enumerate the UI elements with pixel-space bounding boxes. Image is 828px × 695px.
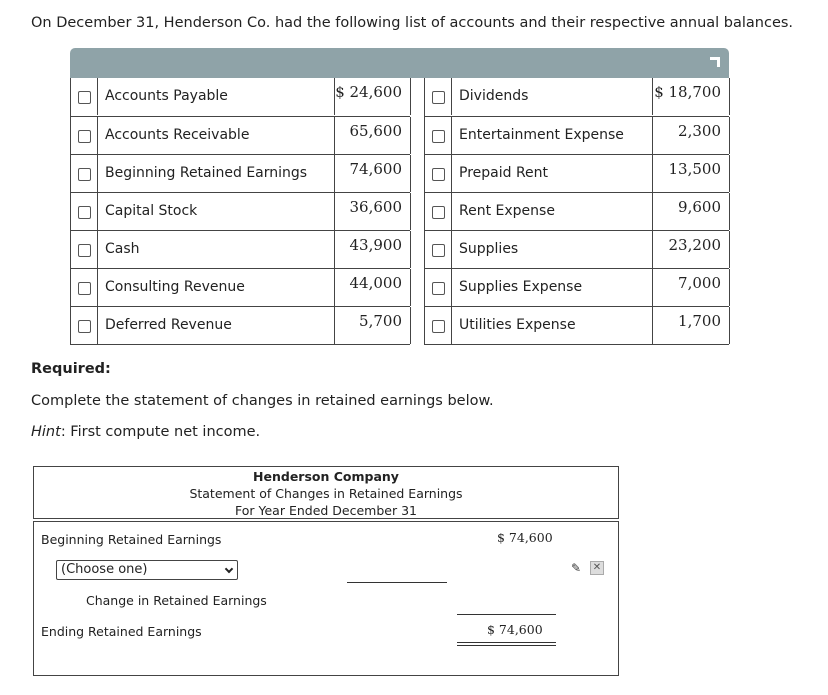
expand-corner-icon[interactable] — [710, 57, 720, 67]
intro-text: On December 31, Henderson Co. had the following list of accounts and their respective annual balances. — [31, 15, 794, 31]
account-checkbox[interactable] — [78, 282, 91, 295]
account-checkbox[interactable] — [432, 206, 445, 219]
account-row — [425, 78, 729, 116]
account-name: Consulting Revenue — [97, 269, 334, 306]
account-name: Rent Expense — [451, 193, 652, 230]
statement-company: Henderson Company — [253, 469, 399, 484]
account-row — [425, 268, 729, 306]
account-amount: 5,700 — [334, 307, 411, 344]
account-name: Capital Stock — [97, 193, 334, 230]
account-name: Prepaid Rent — [451, 155, 652, 192]
account-checkbox[interactable] — [78, 168, 91, 181]
account-checkbox[interactable] — [432, 130, 445, 143]
statement-header — [33, 466, 619, 519]
account-name: Entertainment Expense — [451, 117, 652, 154]
account-row — [71, 268, 410, 306]
account-amount: 7,000 — [652, 269, 730, 306]
account-amount: 74,600 — [334, 155, 411, 192]
account-select-value: (Choose one) — [61, 562, 148, 577]
account-row — [425, 154, 729, 192]
account-name: Supplies Expense — [451, 269, 652, 306]
amount-input-line[interactable] — [347, 582, 447, 583]
account-checkbox[interactable] — [78, 130, 91, 143]
account-name: Dividends — [451, 78, 652, 115]
account-row — [71, 154, 410, 192]
beginning-label: Beginning Retained Earnings — [41, 532, 222, 547]
account-amount: 23,200 — [652, 231, 730, 268]
account-checkbox[interactable] — [78, 244, 91, 257]
accounts-column-right — [424, 78, 729, 345]
account-name: Supplies — [451, 231, 652, 268]
account-row — [71, 192, 410, 230]
account-amount: 1,700 — [652, 307, 730, 344]
account-row — [71, 306, 410, 344]
instruction-text: Complete the statement of changes in retained earnings below. — [31, 393, 494, 409]
account-name: Utilities Expense — [451, 307, 652, 344]
account-name: Beginning Retained Earnings — [97, 155, 334, 192]
account-amount: 2,300 — [652, 117, 730, 154]
account-name: Accounts Receivable — [97, 117, 334, 154]
account-amount: 13,500 — [652, 155, 730, 192]
account-name: Cash — [97, 231, 334, 268]
account-row — [425, 230, 729, 268]
account-row — [71, 78, 410, 116]
statement-body — [33, 521, 619, 676]
account-checkbox[interactable] — [432, 168, 445, 181]
change-label: Change in Retained Earnings — [86, 593, 267, 608]
account-row — [71, 230, 410, 268]
account-checkbox[interactable] — [432, 91, 445, 104]
delete-icon[interactable]: ✕ — [590, 561, 604, 575]
account-amount: 43,900 — [334, 231, 411, 268]
account-name: Accounts Payable — [97, 78, 334, 115]
ending-amount: $ 74,600 — [487, 622, 543, 637]
account-amount: 44,000 — [334, 269, 411, 306]
double-underline-top — [457, 642, 556, 643]
account-amount: 65,600 — [334, 117, 411, 154]
accounts-table-header — [70, 48, 729, 78]
account-row — [425, 116, 729, 154]
beginning-amount: $ 74,600 — [497, 530, 553, 545]
required-heading: Required: — [31, 361, 111, 377]
accounts-column-left — [70, 78, 410, 345]
hint-body: : First compute net income. — [60, 424, 261, 440]
account-checkbox[interactable] — [78, 91, 91, 104]
accounts-table — [70, 48, 729, 345]
account-checkbox[interactable] — [432, 320, 445, 333]
chevron-down-icon — [225, 565, 233, 573]
hint-label: Hint — [31, 424, 61, 440]
account-select[interactable] — [56, 560, 238, 580]
ending-label: Ending Retained Earnings — [41, 624, 202, 639]
subtotal-line — [457, 614, 556, 615]
account-amount: $ 24,600 — [334, 78, 411, 115]
hint-text — [31, 424, 260, 440]
account-row — [425, 306, 729, 344]
account-row — [425, 192, 729, 230]
account-checkbox[interactable] — [78, 320, 91, 333]
account-amount: 9,600 — [652, 193, 730, 230]
statement-period: For Year Ended December 31 — [235, 503, 417, 518]
account-amount: $ 18,700 — [652, 78, 730, 115]
account-checkbox[interactable] — [432, 282, 445, 295]
account-row — [71, 116, 410, 154]
statement-title: Statement of Changes in Retained Earnings — [189, 486, 463, 501]
double-underline-bottom — [457, 645, 556, 646]
account-checkbox[interactable] — [78, 206, 91, 219]
account-amount: 36,600 — [334, 193, 411, 230]
account-checkbox[interactable] — [432, 244, 445, 257]
account-name: Deferred Revenue — [97, 307, 334, 344]
pencil-icon[interactable]: ✎ — [571, 561, 582, 575]
